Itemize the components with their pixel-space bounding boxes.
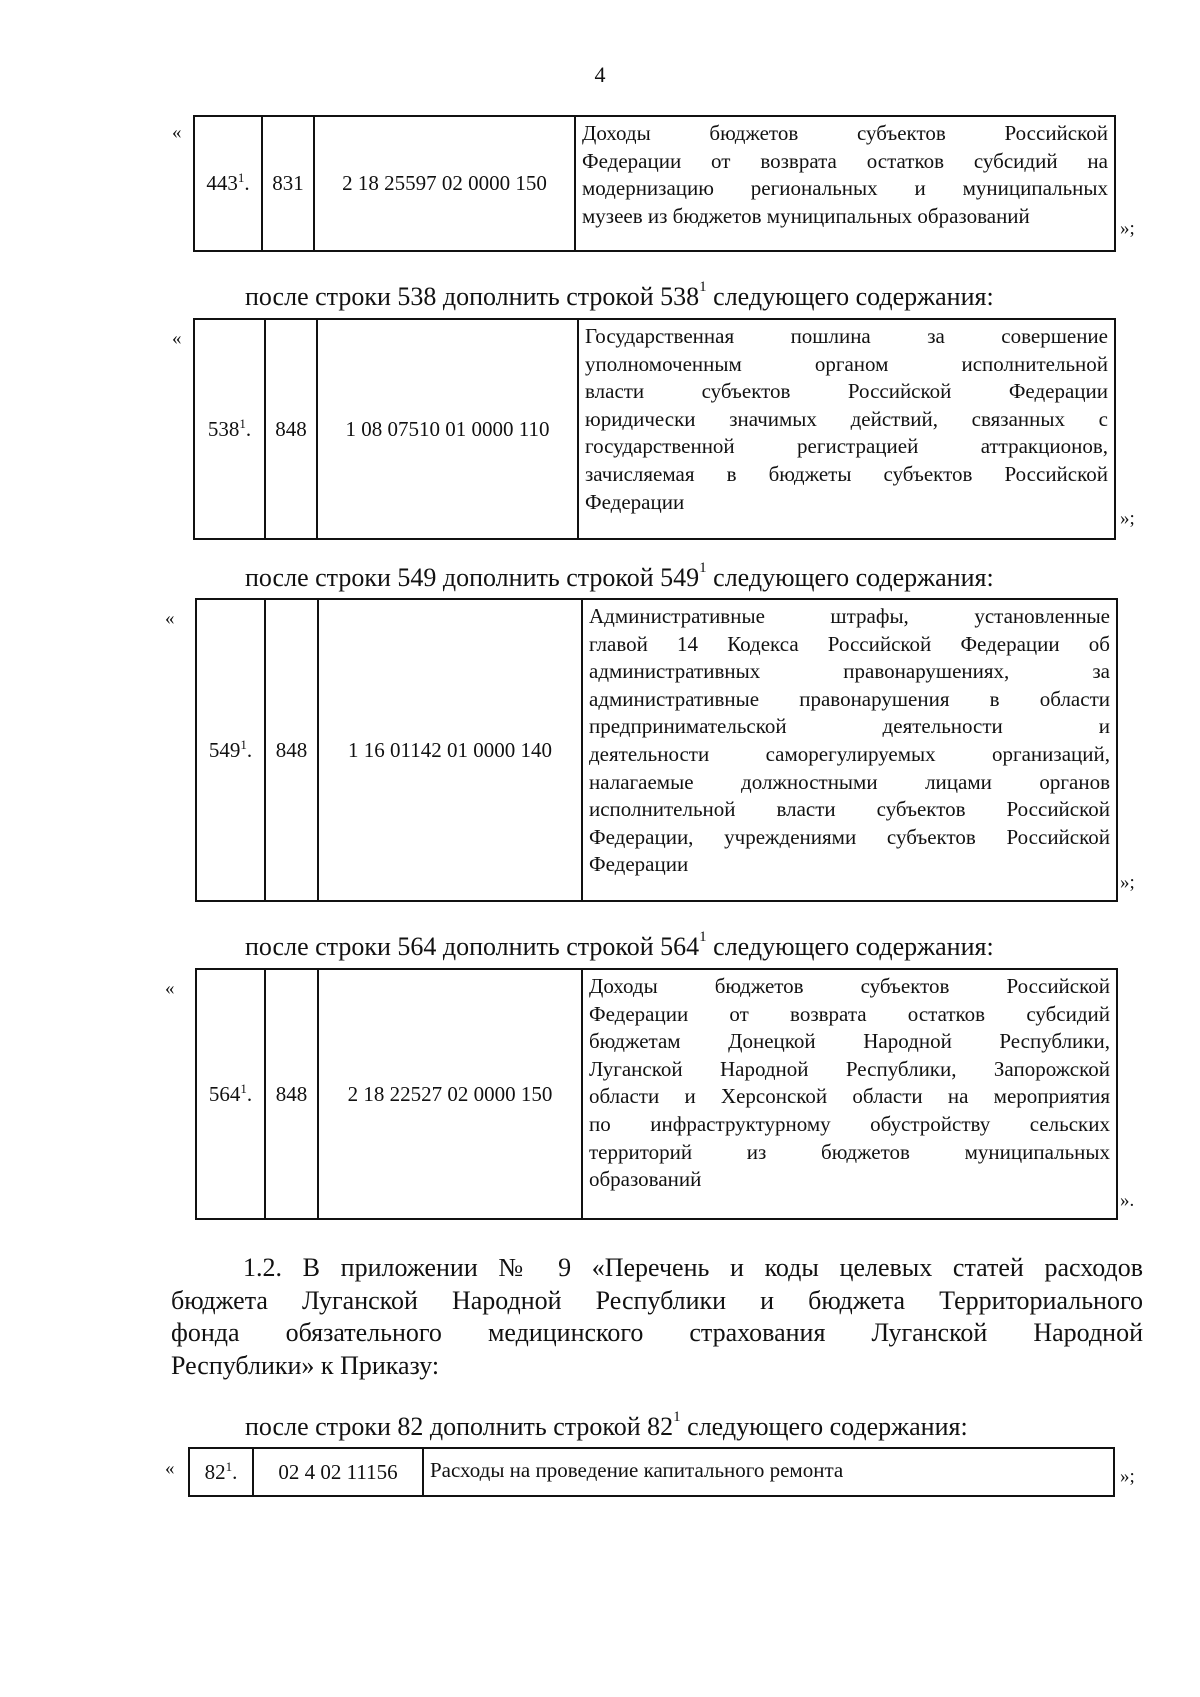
description-line: территорий из бюджетов муниципальных [589, 1139, 1110, 1164]
description-line: области и Херсонской области на мероприятия [589, 1084, 1110, 1109]
description-line: зачисляемая в бюджеты субъектов Российской [585, 461, 1108, 486]
description-line: Федерации, учреждениями субъектов Российской [589, 824, 1110, 849]
paragraph-line: Республики» к Приказу: [171, 1350, 440, 1380]
description-line: Федерации [589, 852, 689, 877]
row-number: $538^1$. [194, 319, 265, 539]
description [582, 599, 1117, 901]
classification-code: 1 16 01142 01 0000 140 [318, 599, 582, 901]
description-line: Федерации [585, 489, 685, 514]
description [582, 969, 1117, 1219]
description-line: Расходы на проведение капитального ремонта [430, 1458, 844, 1483]
description-line: административных правонарушениях, за [589, 659, 1110, 684]
description-line: Луганской Народной Республики, Запорожской [589, 1056, 1110, 1081]
description [578, 319, 1115, 539]
target-code: 02 4 02 11156 [253, 1448, 423, 1496]
description-line: Доходы бюджетов субъектов Российской [582, 121, 1108, 145]
row-number: $82^1$. [189, 1448, 253, 1496]
description-line: модернизацию региональных и муниципальных [582, 176, 1108, 201]
paragraph-1-2 [171, 1252, 1143, 1382]
description-line: уполномоченным органом исполнительной [585, 351, 1108, 376]
description-line: исполнительной власти субъектов Российской [589, 797, 1110, 822]
classification-code: 2 18 25597 02 0000 150 [314, 116, 575, 251]
opening-quote: « [165, 608, 175, 629]
row-number: $549^1$. [196, 599, 265, 901]
description [575, 116, 1115, 251]
insertion-instruction: после строки 538 дополнить строкой $538^1$ следующего содержания: [245, 279, 994, 311]
closing-quote: »; [1120, 508, 1135, 529]
opening-quote: « [165, 978, 175, 999]
opening-quote: « [172, 328, 182, 349]
table-row-443 [193, 115, 1116, 252]
description-line: Государственная пошлина за совершение [585, 324, 1108, 348]
row-number: $443^1$. [194, 116, 262, 251]
table-row-549 [195, 598, 1118, 902]
opening-quote: « [165, 1458, 175, 1479]
classification-code: 1 08 07510 01 0000 110 [317, 319, 578, 539]
description-line: предпринимательской деятельности и [589, 714, 1110, 739]
closing-quote: »; [1120, 1466, 1135, 1487]
admin-code: 848 [265, 319, 317, 539]
description-line: Федерации от возврата остатков субсидий [589, 1001, 1110, 1026]
description [423, 1448, 1114, 1496]
insertion-instruction: после строки 82 дополнить строкой $82^1$ следующего содержания: [245, 1409, 968, 1441]
insertion-instruction: после строки 564 дополнить строкой $564^1$ следующего содержания: [245, 929, 994, 961]
description-line: власти субъектов Российской Федерации [585, 379, 1108, 404]
opening-quote: « [172, 122, 182, 143]
row-number: $564^1$. [196, 969, 265, 1219]
closing-quote: »; [1120, 218, 1135, 239]
paragraph-line: бюджета Луганской Народной Республики и бюджета Территориального [171, 1285, 1143, 1315]
classification-code: 2 18 22527 02 0000 150 [318, 969, 582, 1219]
paragraph-line: 1.2. В приложении № 9 «Перечень и коды целевых статей расходов [243, 1253, 1143, 1282]
table-row-564 [195, 968, 1118, 1220]
description-line: Федерации от возврата остатков субсидий на [582, 148, 1108, 173]
description-line: Доходы бюджетов субъектов Российской [589, 974, 1110, 998]
admin-code: 848 [265, 969, 318, 1219]
description-line: бюджетам Донецкой Народной Республики, [589, 1029, 1110, 1054]
page-number: 4 [594, 62, 606, 87]
description-line: образований [589, 1167, 702, 1192]
description-line: музеев из бюджетов муниципальных образований [582, 203, 1030, 228]
admin-code: 848 [265, 599, 318, 901]
description-line: юридически значимых действий, связанных с [585, 406, 1108, 431]
admin-code: 831 [262, 116, 314, 251]
description-line: главой 14 Кодекса Российской Федерации об [589, 631, 1110, 656]
table-row-82 [188, 1447, 1115, 1497]
table-row-538 [193, 318, 1116, 540]
paragraph-line: фонда обязательного медицинского страхования Луганской Народной [171, 1318, 1143, 1347]
insertion-instruction: после строки 549 дополнить строкой $549^1$ следующего содержания: [245, 560, 994, 592]
description-line: Административные штрафы, установленные [589, 604, 1110, 628]
closing-quote: ». [1120, 1190, 1135, 1211]
description-line: налагаемые должностными лицами органов [589, 769, 1110, 794]
description-line: по инфраструктурному обустройству сельских [589, 1111, 1110, 1136]
description-line: административные правонарушения в области [589, 686, 1110, 711]
description-line: деятельности саморегулируемых организаций, [589, 741, 1110, 766]
closing-quote: »; [1120, 872, 1135, 893]
description-line: государственной регистрацией аттракционов, [585, 434, 1108, 459]
